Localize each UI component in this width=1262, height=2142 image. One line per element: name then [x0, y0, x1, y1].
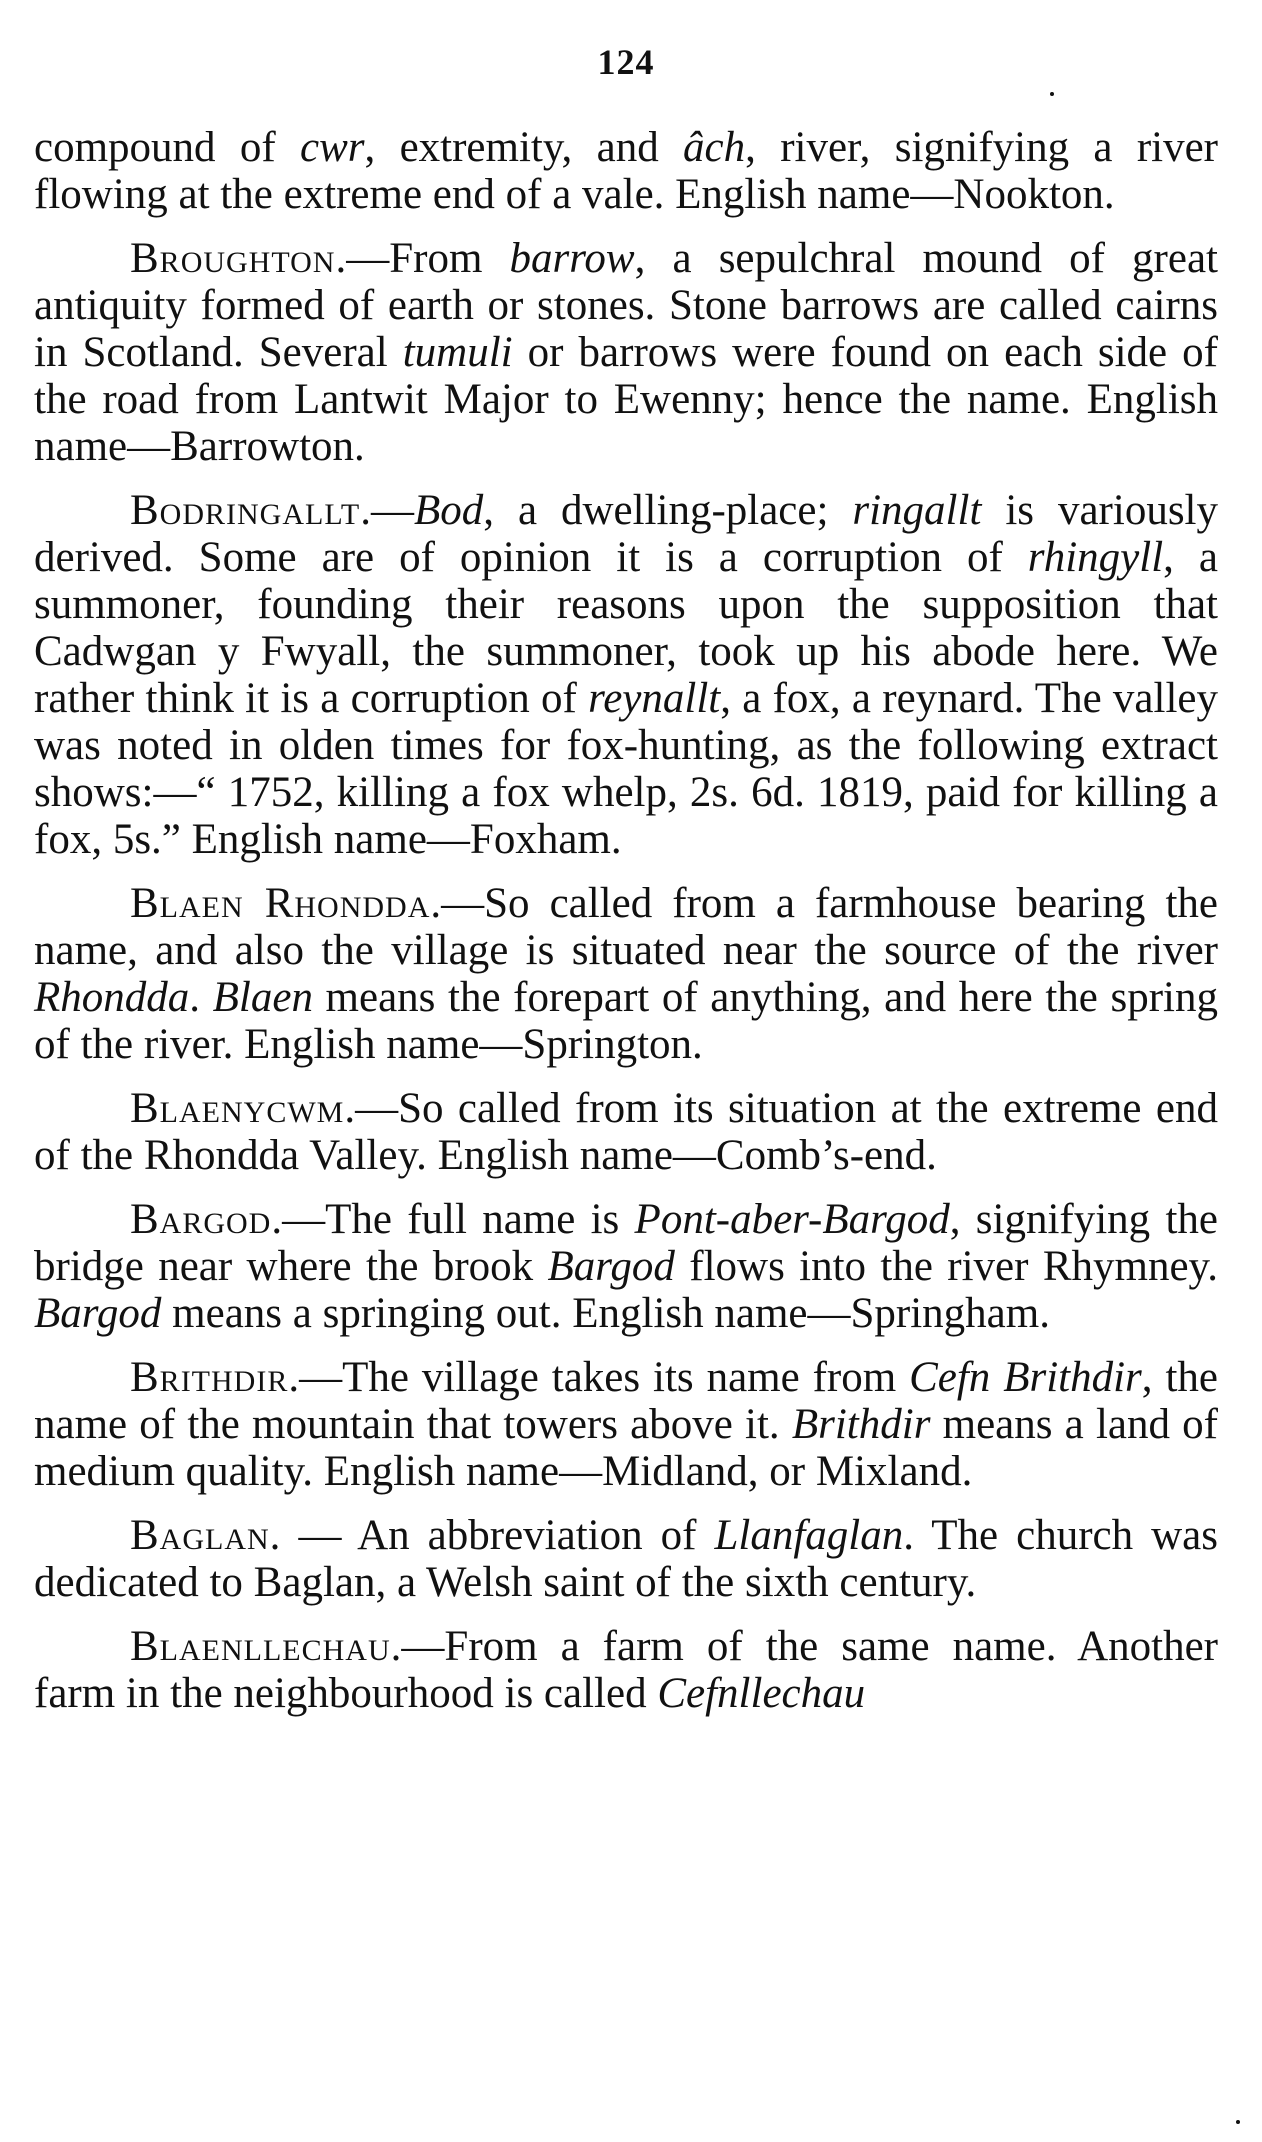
- italic-term: rhingyll: [1027, 534, 1164, 581]
- italic-term: barrow: [509, 235, 635, 282]
- body-text: . The church was dedicated to Baglan, a Welsh saint of the sixth century.: [34, 1512, 1218, 1606]
- body-text: .—The village takes its name from: [288, 1354, 910, 1401]
- body-text: means a springing out. English name—Springham.: [161, 1290, 1050, 1337]
- italic-term: ringallt: [852, 487, 982, 534]
- entry-heading: Bodringallt: [130, 487, 361, 534]
- body-text: is variously derived. Some are of opinion it is a corruption of: [34, 487, 1218, 581]
- body-text: , a summoner, founding their reasons upon the supposition that Cadwgan y Fwyall, the summoner, took up his abode here. We rather think it is a corruption of: [34, 534, 1218, 722]
- print-speck: [1050, 92, 1054, 96]
- body-text: , extremity, and: [364, 124, 684, 171]
- place-name-entry: [34, 1196, 1218, 1337]
- body-text: .: [189, 974, 213, 1021]
- italic-term: Bargod: [547, 1243, 675, 1290]
- body-text: or barrows were found on each side of the road from Lantwit Major to Ewenny; hence the name. English name—Barrowton.: [34, 329, 1218, 470]
- italic-term: reynallt: [588, 675, 721, 722]
- body-text: .—From: [335, 235, 510, 282]
- body-text: means a land of medium quality. English name—Midland, or Mixland.: [34, 1401, 1218, 1495]
- body-text: , a dwelling-place;: [483, 487, 853, 534]
- body-text: , a sepulchral mound of great antiquity formed of earth or stones. Stone barrows are called cairns in Scotland. Several: [34, 235, 1218, 376]
- entry-heading: Brithdir: [130, 1354, 289, 1401]
- place-name-entry: [34, 235, 1218, 470]
- italic-term: Cefn Brithdir: [909, 1354, 1142, 1401]
- italic-term: Cefnllechau: [657, 1670, 866, 1717]
- italic-term: âch: [683, 124, 746, 171]
- print-speck: [1236, 2120, 1240, 2124]
- italic-term: Bargod: [34, 1290, 162, 1337]
- italic-term: Llanfaglan: [714, 1512, 904, 1559]
- continued-paragraph: [34, 124, 1218, 218]
- body-text: . — An abbreviation of: [269, 1512, 715, 1559]
- italic-term: Rhondda: [34, 974, 190, 1021]
- body-text: , signifying the bridge near where the brook: [34, 1196, 1218, 1290]
- italic-term: Brithdir: [791, 1401, 931, 1448]
- body-text: .—So called from a farmhouse bearing the name, and also the village is situated near the source of the river: [34, 880, 1218, 974]
- entry-heading: Broughton: [130, 235, 336, 282]
- body-text: , a fox, a reynard. The valley was noted in olden times for fox-hunting, as the following extract shows:—“ 1752, killing a fox whelp, 2s. 6d. 1819, paid for killing a fox, 5s.” English name—Foxham.: [34, 675, 1218, 863]
- entry-heading: Baglan: [130, 1512, 270, 1559]
- body-text: flows into the river Rhymney.: [674, 1243, 1218, 1290]
- body-text: , the name of the mountain that towers above it.: [34, 1354, 1218, 1448]
- entries-list: [34, 124, 1218, 1717]
- body-text: compound of: [34, 124, 300, 171]
- italic-term: Pont-aber-Bargod: [634, 1196, 950, 1243]
- entry-heading: Blaen Rhondda: [130, 880, 431, 927]
- body-text: .—From a farm of the same name. Another farm in the neighbourhood is called: [34, 1623, 1218, 1717]
- place-name-entry: [34, 1354, 1218, 1495]
- place-name-entry: [34, 1085, 1218, 1179]
- body-text: , river, signifying a river flowing at the extreme end of a vale. English name—Nookton.: [34, 124, 1218, 218]
- entry-heading: Bargod: [130, 1196, 272, 1243]
- body-text: .—The full name is: [271, 1196, 635, 1243]
- place-name-entry: [34, 1623, 1218, 1717]
- italic-term: cwr: [300, 124, 365, 171]
- entry-heading: Blaenycwm: [130, 1085, 345, 1132]
- italic-term: Blaen: [212, 974, 313, 1021]
- book-page: [34, 40, 1218, 1734]
- body-text: means the forepart of anything, and here the spring of the river. English name—Springton.: [34, 974, 1218, 1068]
- italic-term: Bod: [413, 487, 484, 534]
- place-name-entry: [34, 487, 1218, 863]
- body-text: .—: [360, 487, 414, 534]
- place-name-entry: [34, 880, 1218, 1068]
- italic-term: tumuli: [402, 329, 513, 376]
- page-number: 124: [597, 42, 655, 82]
- body-text: .—So called from its situation at the extreme end of the Rhondda Valley. English name—Comb’s-end.: [34, 1085, 1218, 1179]
- entry-heading: Blaenllechau: [130, 1623, 391, 1670]
- place-name-entry: [34, 1512, 1218, 1606]
